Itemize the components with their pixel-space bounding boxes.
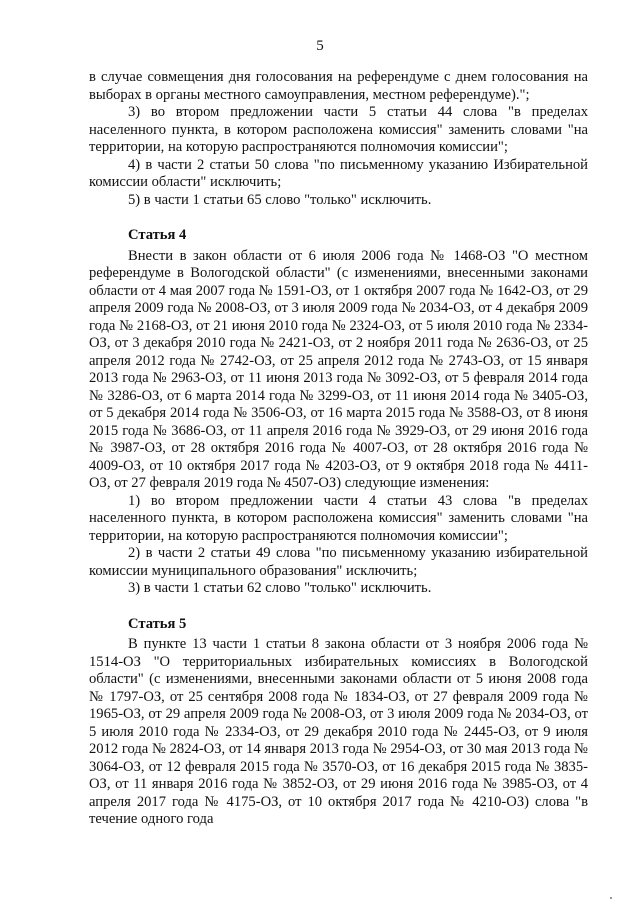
paragraph: 3) во втором предложении части 5 статьи 44 слова "в пределах населенного пункта, в котором расположена комиссия" заменить словами "на территории, на которую распространяются полномочия комиссии"; — [89, 104, 588, 155]
paragraph: 5) в части 1 статьи 65 слово "только" исключить. — [128, 191, 432, 208]
scan-speck — [610, 897, 612, 899]
paragraph: 1) во втором предложении части 4 статьи 43 слова "в пределах населенного пункта, в котором расположена комиссия" заменить словами "на территории, на которую распространяются полномочия комиссии"; — [89, 492, 588, 544]
document-body — [89, 69, 588, 829]
paragraph: 2) в части 2 статьи 49 слова "по письменному указанию избирательной комиссии муниципального образования" исключить; — [89, 545, 588, 579]
paragraph: Внести в закон области от 6 июля 2006 года № 1468-ОЗ "О местном референдуме в Вологодской области" (с изменениями, внесенными законами области от 4 мая 2007 года № 1591-ОЗ, от 1 октября 2007 года № 1642-ОЗ, от 29 апреля 2009 года № 2008-ОЗ, от 3 июля 2009 года № 2034-ОЗ, от 4 декабря 2009 года № 2168-ОЗ, от 21 июня 2010 года № 2324-ОЗ, от 5 июля 2010 года № 2334-ОЗ, от 3 декабря 2010 года № 2421-ОЗ, от 2 ноября 2011 года № 2636-ОЗ, от 25 апреля 2012 года № 2742-ОЗ, от 25 апреля 2012 года № 2743-ОЗ, от 15 января 2013 года № 2963-ОЗ, от 11 июня 2013 года № 3092-ОЗ, от 5 февраля 2014 года № 3286-ОЗ, от 6 марта 2014 года № 3299-ОЗ, от 11 июня 2014 года № 3405-ОЗ, от 5 декабря 2014 года № 3506-ОЗ, от 16 марта 2015 года № 3588-ОЗ, от 8 июня 2015 года № 3686-ОЗ, от 11 апреля 2016 года № 3929-ОЗ, от 29 июня 2016 года № 3987-ОЗ, от 28 октября 2016 года № 4007-ОЗ, от 28 октября 2016 года № 4009-ОЗ, от 10 октября 2017 года № 4203-ОЗ, от 9 октября 2018 года № 4411-ОЗ, от 27 февраля 2019 года № 4507-ОЗ) следующие изменения: — [89, 247, 588, 491]
paragraph: 3) в части 1 статьи 62 слово "только" исключить. — [128, 580, 432, 596]
section-gap — [89, 209, 588, 227]
page-number: 5 — [316, 38, 324, 54]
paragraph: в случае совмещения дня голосования на референдуме с днем голосования на выборах в органы местного самоуправления, местном референдуме)."; — [89, 69, 588, 103]
article-heading: Статья 5 — [128, 615, 187, 632]
article-heading: Статья 4 — [128, 227, 187, 243]
paragraph: 4) в части 2 статьи 50 слова "по письменному указанию Избирательной комиссии области" исключить; — [89, 156, 588, 190]
paragraph: В пункте 13 части 1 статьи 8 закона области от 3 ноября 2006 года № 1514-ОЗ "О территориальных избирательных комиссиях в Вологодской области" (с изменениями, внесенными законами области от 5 июня 2008 года № 1797-ОЗ, от 25 сентября 2008 года № 1834-ОЗ, от 27 февраля 2009 года № 1965-ОЗ, от 29 апреля 2009 года № 2008-ОЗ, от 3 июля 2009 года № 2034-ОЗ, от 5 июля 2010 года № 2334-ОЗ, от 29 декабря 2010 года № 2445-ОЗ, от 9 июля 2012 года № 2824-ОЗ, от 14 января 2013 года № 2954-ОЗ, от 30 мая 2013 года № 3064-ОЗ, от 12 февраля 2015 года № 3570-ОЗ, от 16 декабря 2015 года № 3835-ОЗ, от 11 января 2016 года № 3852-ОЗ, от 29 июня 2016 года № 3985-ОЗ, от 4 апреля 2017 года № 4175-ОЗ, от 10 октября 2017 года № 4210-ОЗ) слова "в течение одного года — [89, 636, 588, 827]
section-gap — [89, 598, 588, 616]
